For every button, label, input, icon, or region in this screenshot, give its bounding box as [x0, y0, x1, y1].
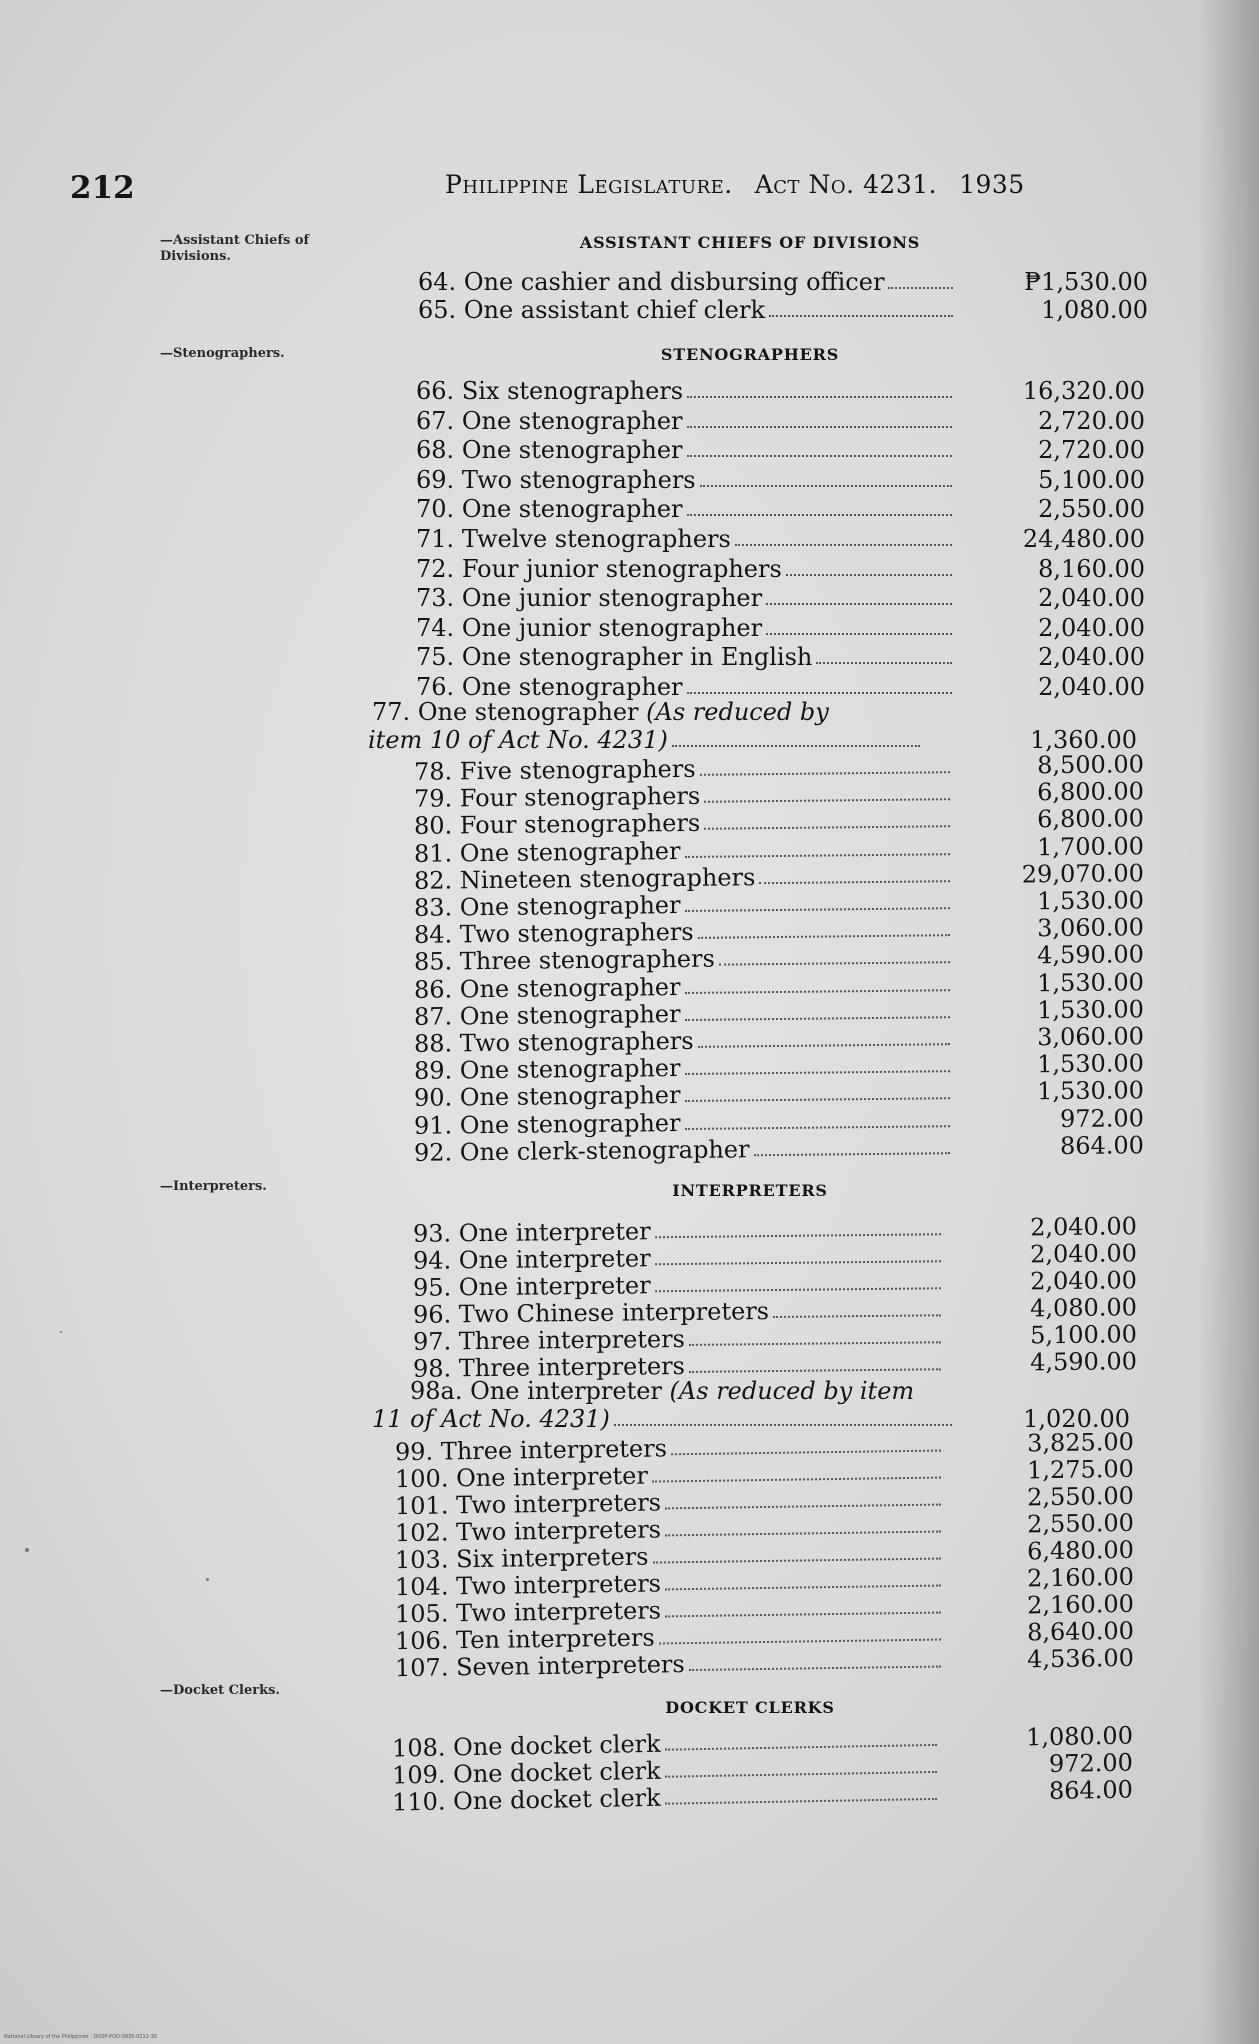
item-text — [416, 555, 786, 583]
item-description — [416, 584, 952, 612]
item-label: Nineteen stenographers — [459, 863, 756, 895]
item-number: 89. — [413, 1056, 453, 1085]
item-text — [418, 296, 769, 324]
running-head-title: Philippine Legislature. — [445, 170, 733, 199]
running-head — [445, 170, 1025, 199]
leader-dots — [685, 989, 951, 994]
item-number: 96. — [412, 1300, 452, 1329]
item-amount: 1,530.00 — [1036, 968, 1145, 998]
item-77-line2 — [368, 726, 920, 754]
leader-dots — [689, 1368, 941, 1373]
item-label: One clerk-stenographer — [459, 1135, 750, 1167]
item-label: One assistant chief clerk — [463, 296, 766, 324]
item-label: One stenographer — [459, 1081, 681, 1112]
item-text — [414, 809, 704, 840]
item-text — [414, 782, 704, 813]
item-label: Two stenographers — [461, 466, 696, 494]
scan-speck — [206, 1578, 209, 1581]
margin-note-stenographers: —Stenographers. — [160, 346, 285, 361]
leader-dots — [653, 1558, 941, 1564]
item-77-number: 77. — [372, 698, 411, 726]
item-number: 69. — [416, 466, 455, 494]
item-77-desc: One stenographer — [417, 698, 639, 726]
item-label: One cashier and disbursing officer — [463, 268, 885, 296]
item-number: 106. — [394, 1626, 449, 1656]
item-description — [416, 407, 952, 435]
item-label: Four stenographers — [459, 781, 701, 813]
item-label: Three interpreters — [440, 1434, 668, 1466]
item-amount: 972.00 — [1059, 1104, 1145, 1134]
item-number: 99. — [394, 1437, 434, 1467]
item-amount: 1,275.00 — [1026, 1454, 1135, 1485]
item-amount: 2,040.00 — [1029, 1239, 1138, 1269]
item-number: 97. — [412, 1327, 452, 1356]
item-number: 73. — [416, 584, 455, 612]
item-number: 105. — [394, 1599, 449, 1629]
leader-dots — [665, 1612, 941, 1618]
item-text — [392, 1784, 665, 1817]
item-label: One docket clerk — [452, 1756, 661, 1789]
leader-dots — [665, 1585, 941, 1591]
item-text — [413, 1325, 689, 1356]
appropriation-item — [416, 407, 1145, 435]
item-text — [414, 1109, 685, 1140]
item-description — [416, 466, 952, 494]
item-number: 90. — [413, 1083, 453, 1112]
appropriation-item-98a — [372, 1377, 1150, 1433]
item-description — [418, 296, 953, 324]
item-number: 91. — [413, 1111, 453, 1140]
item-amount: 2,040.00 — [1038, 614, 1145, 642]
item-98a-line2 — [372, 1405, 952, 1433]
item-label: One stenographer — [459, 1109, 681, 1140]
footer-stamp: National Library of the Philippines · DOSP-PDD-0935-0212-35 — [4, 2034, 158, 2040]
item-text — [414, 1081, 685, 1112]
leader-dots — [698, 1043, 950, 1048]
item-amount: 16,320.00 — [1022, 377, 1145, 405]
leader-dots — [685, 1125, 951, 1130]
section-heading-assistant-chiefs: ASSISTANT CHIEFS OF DIVISIONS — [579, 233, 921, 252]
item-amount: 2,040.00 — [1038, 673, 1145, 701]
item-label: Twelve stenographers — [461, 525, 731, 553]
item-amount: 2,040.00 — [1038, 584, 1145, 612]
item-number: 104. — [394, 1572, 449, 1602]
item-98a-desc: One interpreter — [470, 1377, 662, 1405]
leader-dots — [685, 907, 951, 912]
leader-dots — [700, 771, 950, 776]
margin-note-interpreters: —Interpreters. — [160, 1179, 267, 1194]
appropriation-item-77 — [368, 698, 1152, 754]
item-amount: 2,720.00 — [1038, 407, 1145, 435]
leader-dots — [685, 1097, 951, 1102]
leader-dots — [685, 1016, 951, 1021]
item-label: One stenographer — [461, 407, 683, 435]
appropriation-item — [416, 673, 1145, 701]
item-amount: 29,070.00 — [1021, 859, 1145, 889]
item-label: One stenographer — [459, 1000, 681, 1031]
item-amount: 8,640.00 — [1026, 1616, 1135, 1647]
leader-dots — [698, 934, 950, 939]
leader-dots — [754, 1152, 950, 1156]
leader-dots — [689, 1666, 941, 1672]
item-number: 71. — [416, 525, 455, 553]
appropriation-item — [418, 296, 1148, 324]
item-number: 109. — [391, 1760, 446, 1790]
item-number: 64. — [418, 268, 457, 296]
leader-dots — [687, 396, 952, 398]
leader-dots — [700, 485, 952, 487]
item-text — [416, 643, 816, 671]
leader-dots — [665, 1771, 937, 1778]
item-amount: 3,060.00 — [1036, 913, 1145, 943]
leader-dots — [685, 853, 951, 858]
leader-dots — [665, 1531, 941, 1537]
item-number: 66. — [416, 377, 455, 405]
item-number: 82. — [413, 866, 453, 895]
item-amount: 1,530.00 — [1036, 1049, 1145, 1079]
item-number: 67. — [416, 407, 455, 435]
item-amount: 4,590.00 — [1036, 940, 1145, 970]
item-description — [416, 614, 952, 642]
item-amount: 4,590.00 — [1029, 1347, 1138, 1377]
item-amount: 6,480.00 — [1026, 1535, 1135, 1566]
running-head-act: Act No. 4231. — [754, 170, 938, 199]
item-number: 84. — [413, 920, 453, 949]
item-amount: 8,160.00 — [1038, 555, 1145, 583]
item-label: Two interpreters — [455, 1515, 662, 1547]
item-label: Two interpreters — [455, 1596, 662, 1628]
item-number: 78. — [413, 757, 453, 786]
item-amount: 24,480.00 — [1022, 525, 1145, 553]
item-label: Four junior stenographers — [461, 555, 782, 583]
leader-dots — [665, 1504, 941, 1510]
item-amount: 5,100.00 — [1029, 1320, 1138, 1350]
item-label: Six stenographers — [461, 377, 684, 405]
item-amount: 2,550.00 — [1038, 495, 1145, 523]
item-amount: 1,080.00 — [1041, 296, 1148, 324]
item-number: 107. — [394, 1653, 449, 1683]
margin-note-assistant-chiefs: —Assistant Chiefs of Divisions. — [160, 233, 310, 264]
section-heading-stenographers: STENOGRAPHERS — [660, 345, 840, 364]
leader-dots — [888, 287, 953, 289]
item-number: 81. — [413, 839, 453, 868]
item-text — [418, 268, 888, 296]
appropriation-item — [416, 495, 1145, 523]
leader-dots — [719, 961, 950, 965]
item-amount: 972.00 — [1048, 1748, 1134, 1778]
leader-dots — [689, 1341, 941, 1346]
item-label: Three interpreters — [458, 1351, 686, 1383]
appropriation-item — [416, 643, 1145, 671]
item-text — [416, 466, 700, 494]
item-amount: 1,530.00 — [1036, 1076, 1145, 1106]
item-98a-amount: 1,020.00 — [1023, 1405, 1130, 1433]
leader-dots — [766, 633, 952, 635]
item-text — [416, 436, 687, 464]
leader-dots — [704, 798, 950, 803]
section-heading-docket-clerks: DOCKET CLERKS — [665, 1698, 835, 1717]
item-amount: 8,500.00 — [1036, 750, 1145, 780]
item-number: 92. — [413, 1138, 453, 1167]
item-label: One junior stenographer — [461, 584, 763, 612]
leader-dots — [659, 1639, 941, 1645]
item-description — [414, 1133, 950, 1167]
appropriation-item — [416, 436, 1145, 464]
item-number: 74. — [416, 614, 455, 642]
item-description — [416, 377, 952, 405]
item-text — [414, 891, 685, 922]
item-amount: 1,530.00 — [1036, 886, 1145, 916]
item-label: Two stenographers — [459, 917, 694, 949]
item-amount: 3,825.00 — [1026, 1427, 1135, 1458]
item-label: One stenographer — [459, 891, 681, 922]
item-number: 87. — [413, 1002, 453, 1031]
appropriation-item — [416, 614, 1145, 642]
item-amount: 3,060.00 — [1036, 1022, 1145, 1052]
item-label: One interpreter — [458, 1217, 651, 1248]
item-text — [414, 945, 719, 976]
item-amount: 2,040.00 — [1029, 1266, 1138, 1296]
section-heading-interpreters: INTERPRETERS — [672, 1181, 828, 1200]
leader-dots — [773, 1314, 941, 1318]
leader-dots — [685, 1070, 951, 1075]
item-label: Three stenographers — [459, 944, 715, 976]
item-number: 101. — [394, 1491, 449, 1521]
item-description — [418, 268, 953, 296]
item-label: Seven interpreters — [455, 1650, 685, 1682]
leader-dots — [665, 1798, 937, 1805]
item-label: One interpreter — [455, 1461, 649, 1493]
appropriation-item — [416, 555, 1145, 583]
leader-dots — [687, 692, 953, 694]
item-98a-note-line1: (As reduced by item — [669, 1377, 915, 1405]
item-98a-number: 98a. — [410, 1377, 463, 1405]
appropriation-item — [416, 377, 1145, 405]
leader-dots — [816, 662, 952, 664]
scan-speck — [60, 1331, 62, 1333]
item-label: One stenographer — [459, 1054, 681, 1085]
item-text — [416, 673, 687, 701]
item-label: Two Chinese interpreters — [458, 1297, 770, 1329]
item-77-note-line1: (As reduced by — [646, 698, 829, 726]
item-number: 100. — [394, 1464, 449, 1494]
margin-note-docket-clerks: —Docket Clerks. — [160, 1683, 280, 1698]
item-label: One docket clerk — [452, 1729, 661, 1762]
item-label: Three interpreters — [458, 1324, 686, 1356]
leader-dots — [766, 603, 952, 605]
item-text — [414, 973, 685, 1004]
item-amount: 2,720.00 — [1038, 436, 1145, 464]
item-number: 79. — [413, 784, 453, 813]
item-number: 72. — [416, 555, 455, 583]
scan-speck — [25, 1548, 29, 1552]
item-amount: 6,800.00 — [1036, 804, 1145, 834]
item-number: 85. — [413, 947, 453, 976]
item-77-line1 — [372, 698, 829, 726]
item-number: 98. — [412, 1354, 452, 1383]
item-description — [416, 436, 952, 464]
item-number: 76. — [416, 673, 455, 701]
item-amount: 1,700.00 — [1036, 832, 1145, 862]
leader-dots — [687, 514, 953, 516]
item-98a-line1 — [410, 1377, 914, 1405]
item-77-note-line2: item 10 of Act No. 4231) — [368, 726, 668, 754]
item-label: One stenographer — [459, 973, 681, 1004]
item-number: 94. — [412, 1246, 452, 1275]
item-amount: 1,080.00 — [1025, 1721, 1134, 1752]
item-amount: 2,550.00 — [1026, 1481, 1135, 1512]
item-text — [414, 1135, 754, 1167]
item-77-amount: 1,360.00 — [1030, 726, 1137, 754]
item-text — [416, 525, 735, 553]
item-text — [416, 614, 766, 642]
item-amount: 4,536.00 — [1026, 1643, 1135, 1674]
item-description — [416, 495, 952, 523]
item-amount: 2,040.00 — [1038, 643, 1145, 671]
appropriation-item — [416, 525, 1145, 553]
item-amount: 1,530.00 — [1036, 995, 1145, 1025]
item-number: 75. — [416, 643, 455, 671]
item-number: 80. — [413, 811, 453, 840]
item-amount: 6,800.00 — [1036, 777, 1145, 807]
item-number: 102. — [394, 1518, 449, 1548]
item-label: One stenographer — [459, 837, 681, 868]
running-head-year: 1935 — [959, 170, 1025, 199]
item-text — [414, 1054, 685, 1085]
item-text — [413, 1271, 655, 1302]
item-number: 95. — [412, 1273, 452, 1302]
leader-dots — [671, 1450, 941, 1456]
item-description — [416, 643, 952, 671]
leader-dots — [759, 880, 950, 884]
appropriation-item — [416, 584, 1145, 612]
item-label: One interpreter — [458, 1244, 651, 1275]
leader-dots — [687, 455, 953, 457]
item-text — [413, 1217, 655, 1248]
leader-dots — [687, 426, 953, 428]
item-amount: 4,080.00 — [1029, 1293, 1138, 1323]
item-number: 70. — [416, 495, 455, 523]
item-description — [416, 673, 952, 701]
item-number: 65. — [418, 296, 457, 324]
leader-dots — [769, 315, 953, 317]
item-amount: ₱1,530.00 — [1024, 268, 1148, 296]
item-number: 68. — [416, 436, 455, 464]
item-number: 83. — [413, 893, 453, 922]
item-label: Two stenographers — [459, 1026, 694, 1058]
item-amount: 2,550.00 — [1026, 1508, 1135, 1539]
item-label: Two interpreters — [455, 1569, 662, 1601]
item-text — [416, 407, 687, 435]
page-number: 212 — [70, 170, 135, 206]
leader-dots — [665, 1744, 937, 1751]
item-label: One stenographer — [461, 673, 683, 701]
item-text — [414, 1027, 698, 1058]
item-amount: 864.00 — [1048, 1775, 1134, 1805]
item-text — [416, 495, 687, 523]
item-text — [416, 377, 687, 405]
item-label: One junior stenographer — [461, 614, 763, 642]
appropriation-item — [416, 466, 1145, 494]
appropriation-item — [418, 268, 1148, 296]
item-description — [416, 525, 952, 553]
item-label: One stenographer — [461, 436, 683, 464]
item-number: 110. — [391, 1787, 446, 1817]
item-number: 88. — [413, 1029, 453, 1058]
leader-dots — [655, 1233, 941, 1238]
item-number: 93. — [412, 1219, 452, 1248]
item-text — [414, 837, 685, 868]
leader-dots — [652, 1477, 941, 1483]
item-number: 108. — [391, 1733, 446, 1763]
item-amount: 2,160.00 — [1026, 1589, 1135, 1620]
item-text — [414, 918, 698, 949]
item-label: One stenographer in English — [461, 643, 813, 671]
item-amount: 5,100.00 — [1038, 466, 1145, 494]
item-amount: 864.00 — [1059, 1131, 1145, 1161]
item-label: Ten interpreters — [455, 1623, 655, 1655]
leader-dots — [786, 574, 952, 576]
binding-shadow — [1199, 0, 1259, 2044]
item-label: Five stenographers — [459, 754, 696, 786]
item-text — [416, 584, 766, 612]
item-text — [413, 1244, 655, 1275]
item-text — [414, 755, 700, 786]
leader-dots — [655, 1287, 941, 1292]
item-text — [414, 1000, 685, 1031]
leader-dots — [655, 1260, 941, 1265]
item-label: Six interpreters — [455, 1542, 649, 1574]
leader-dots — [735, 544, 952, 546]
item-text — [395, 1650, 689, 1682]
leader-dots — [704, 825, 950, 830]
item-label: Four stenographers — [459, 808, 701, 840]
item-label: One stenographer — [461, 495, 683, 523]
item-label: One interpreter — [458, 1271, 651, 1302]
item-description — [416, 555, 952, 583]
item-98a-note-line2: 11 of Act No. 4231) — [372, 1405, 610, 1433]
item-amount: 2,040.00 — [1029, 1212, 1138, 1242]
item-number: 86. — [413, 975, 453, 1004]
item-number: 103. — [394, 1545, 449, 1575]
item-label: Two interpreters — [455, 1488, 662, 1520]
item-label: One docket clerk — [452, 1783, 661, 1816]
item-amount: 2,160.00 — [1026, 1562, 1135, 1593]
